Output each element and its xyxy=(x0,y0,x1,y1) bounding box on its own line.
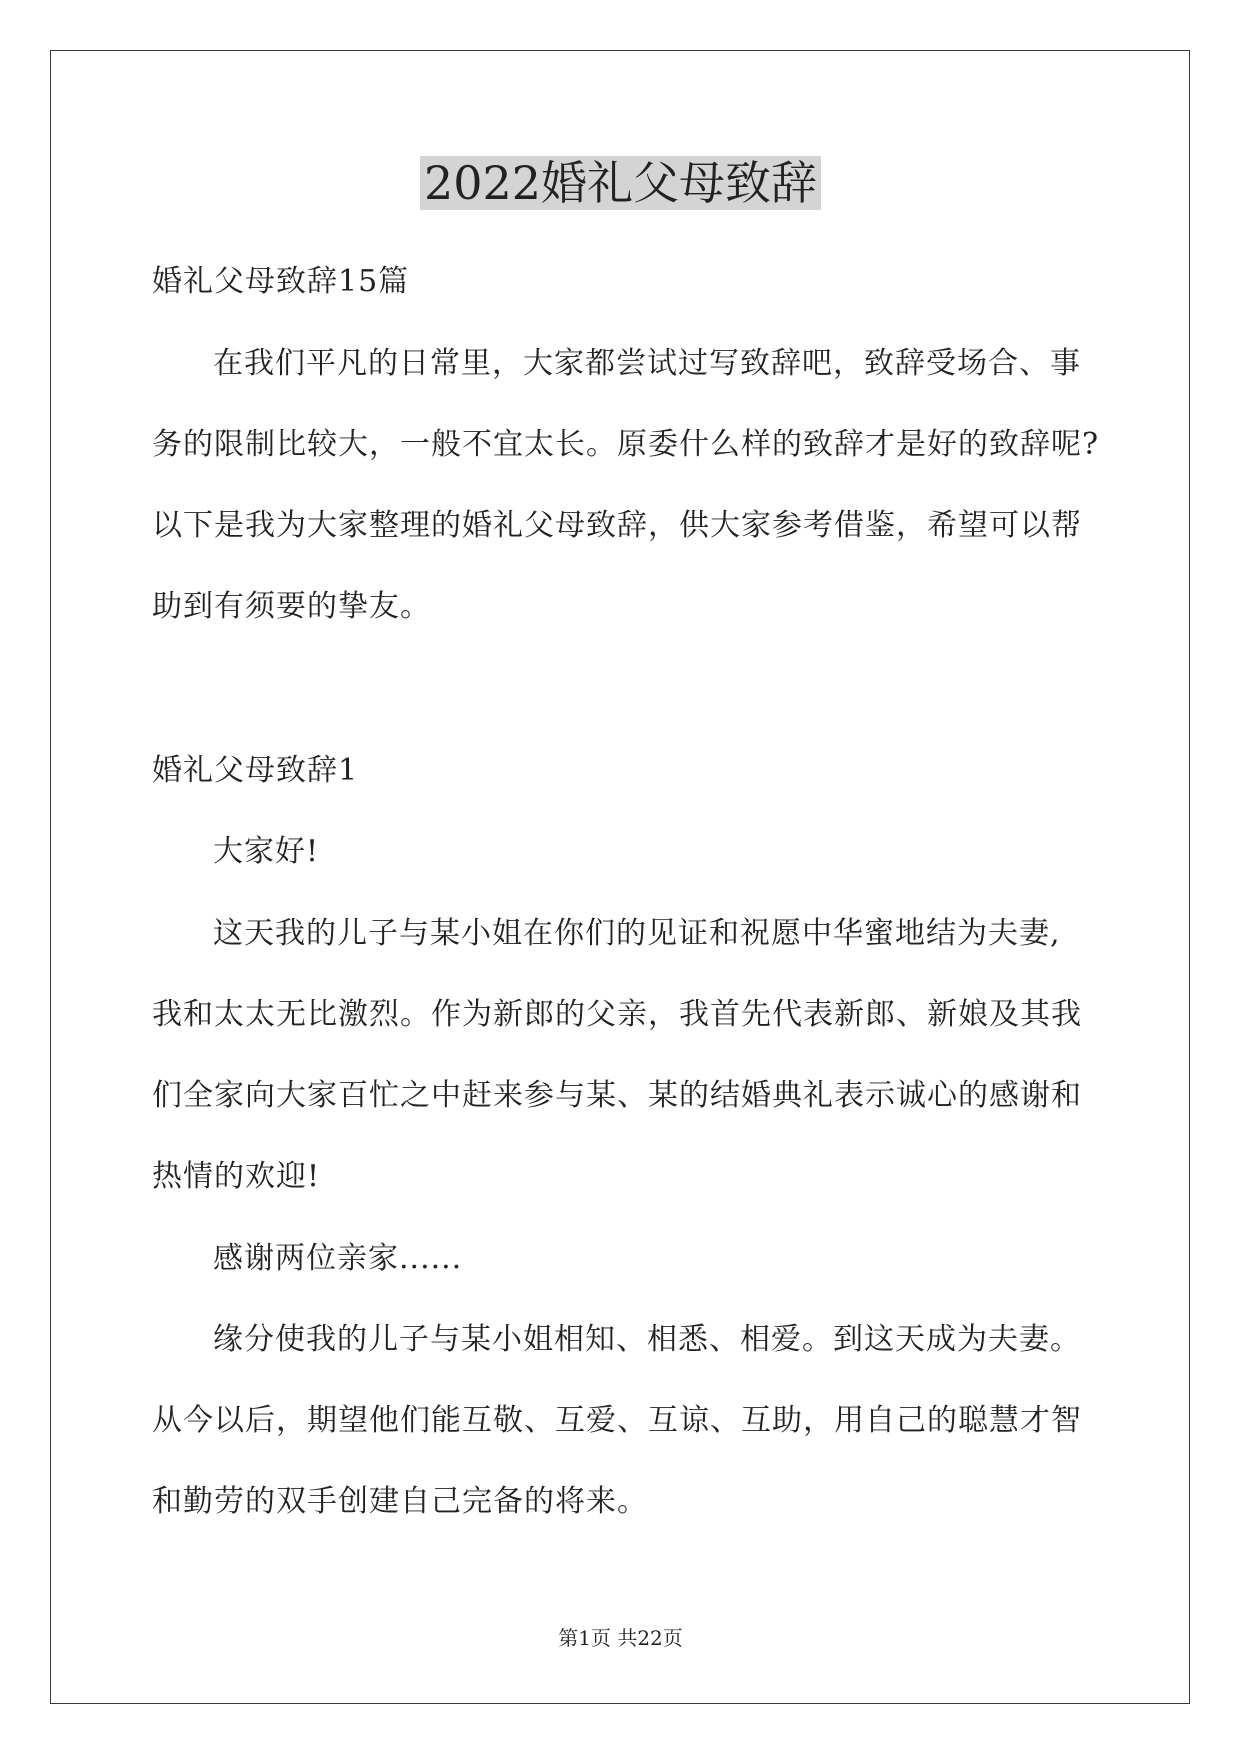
intro-line-2: 务的限制比较大，一般不宜太长。原委什么样的致辞才是好的致辞呢? xyxy=(152,427,1100,462)
intro-line-3: 以下是我为大家整理的婚礼父母致辞，供大家参考借鉴，希望可以帮 xyxy=(152,508,1082,543)
paragraph-1-line-1: 这天我的儿子与某小姐在你们的见证和祝愿中华蜜地结为夫妻, xyxy=(213,916,1061,951)
paragraph-1-line-2: 我和太太无比激烈。作为新郎的父亲，我首先代表新郎、新娘及其我 xyxy=(152,997,1082,1032)
document-title xyxy=(0,152,1241,214)
paragraph-3-line-2: 从今以后，期望他们能互敬、互爱、互谅、互助，用自己的聪慧才智 xyxy=(152,1403,1082,1438)
paragraph-1-line-3: 们全家向大家百忙之中赶来参与某、某的结婚典礼表示诚心的感谢和 xyxy=(152,1078,1082,1113)
page-footer: 第1页 共22页 xyxy=(558,1626,683,1650)
intro-line-4: 助到有须要的挚友。 xyxy=(152,589,431,624)
paragraph-3-line-1: 缘分使我的儿子与某小姐相知、相悉、相爱。到这天成为夫妻。 xyxy=(213,1322,1081,1357)
section-heading: 婚礼父母致辞1 xyxy=(152,753,359,788)
document-title-text: 2022婚礼父母致辞 xyxy=(420,156,821,210)
paragraph-2: 感谢两位亲家...... xyxy=(213,1241,463,1276)
paragraph-1-line-4: 热情的欢迎! xyxy=(152,1159,321,1194)
greeting: 大家好! xyxy=(213,834,320,869)
paragraph-3-line-3: 和勤劳的双手创建自己完备的将来。 xyxy=(152,1484,648,1519)
document-subtitle: 婚礼父母致辞15篇 xyxy=(152,264,410,299)
intro-line-1: 在我们平凡的日常里，大家都尝试过写致辞吧，致辞受场合、事 xyxy=(213,346,1081,381)
